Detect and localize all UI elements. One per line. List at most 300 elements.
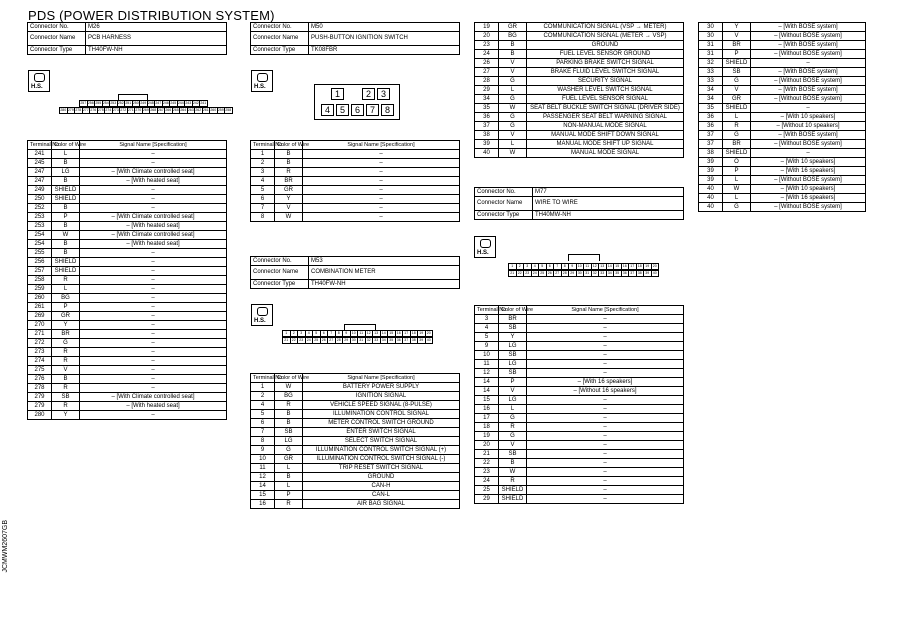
cell-wire-color: B [499,50,527,59]
cell-terminal: 39 [699,158,723,167]
cell-signal: – [303,213,460,222]
cell-signal: – [80,348,227,357]
cell-wire-color: LG [499,396,527,405]
header-terminal-no: Terminal No. [28,141,52,150]
table-row [28,348,227,357]
cell-wire-color: L [723,194,751,203]
cell-wire-color: BR [723,140,751,149]
cell-signal: COMMUNICATION SIGNAL (VSP → METER) [527,23,684,32]
table-row [28,213,227,222]
cell-signal: – [527,459,684,468]
cell-signal: – [80,366,227,375]
table-row [251,455,460,464]
connector-pin: 263 [187,108,194,112]
table-row [251,168,460,177]
cell-terminal: 19 [475,23,499,32]
cell-wire-color: V [723,32,751,41]
cell-wire-color: W [275,213,303,222]
cell-wire-color: P [275,491,303,500]
cell-wire-color: SHIELD [723,104,751,113]
cell-wire-color: L [499,140,527,149]
cell-wire-color: G [723,203,751,212]
connector-pin: 256 [87,101,94,105]
cell-signal: – [527,468,684,477]
m26-name: PCB HARNESS [86,32,227,46]
connector-pin: 10 [576,263,585,270]
cell-terminal: 276 [28,375,52,384]
connector-pin: 9 [568,263,577,270]
cell-terminal: 15 [251,491,275,500]
cell-terminal: 272 [28,339,52,348]
m53-type: TH40FW-NH [309,280,460,289]
cell-terminal: 256 [28,258,52,267]
m26-info-table [27,22,227,55]
connector-pin: 27 [553,270,562,277]
cell-terminal: 275 [28,366,52,375]
connector-pin: 251 [125,101,132,105]
connector-pin: 22 [290,337,299,344]
cell-terminal: 33 [699,77,723,86]
table-row [699,131,866,140]
header-signal-name: Signal Name [Specification] [303,374,460,383]
m77-type: TH40MW-NH [533,211,684,220]
cell-terminal: 21 [475,450,499,459]
table-row [475,41,684,50]
cell-terminal: 255 [28,249,52,258]
cell-terminal: 26 [475,59,499,68]
cell-terminal: 245 [28,159,52,168]
cell-terminal: 39 [699,176,723,185]
table-row [28,267,227,276]
header-signal-name: Signal Name [Specification] [80,141,227,150]
connector-pin: 30 [350,337,359,344]
connector-pin: 257 [80,101,87,105]
cell-terminal: 14 [475,387,499,396]
connector-pin: 241 [200,101,207,105]
connector-pin: 247 [155,101,162,105]
hs-label: H.S. [254,318,266,324]
header-color-of-wire: Color of Wire [499,306,527,315]
table-row [699,203,866,212]
cell-signal: – [80,357,227,366]
cell-wire-color: G [499,122,527,131]
connector-pin: 3 [523,263,532,270]
m50-connector-face [314,84,400,120]
table-row [475,342,684,351]
connector-pin: 11 [583,263,592,270]
connector-pin: 31 [583,270,592,277]
connector-pin: 15 [613,263,622,270]
cell-terminal: 40 [699,203,723,212]
table-row [28,321,227,330]
cell-terminal: 271 [28,330,52,339]
cell-terminal: 8 [251,213,275,222]
table-row [251,428,460,437]
connector-pin: 1 [282,330,291,337]
cell-terminal: 32 [699,59,723,68]
cell-terminal: 37 [475,122,499,131]
cell-wire-color: BG [52,294,80,303]
table-row [28,231,227,240]
connector-pin: 18 [636,263,645,270]
table-row [699,158,866,167]
connector-pin: 33 [372,337,381,344]
connector-pin: 259 [217,108,224,112]
connector-pin: 4 [531,263,540,270]
m50-info-table [250,22,460,55]
cell-signal: CAN-H [303,482,460,491]
connector-pin: 280 [60,108,67,112]
cell-signal: TRIP RESET SWITCH SIGNAL [303,464,460,473]
table-row [699,149,866,158]
connector-pin: 33 [598,270,607,277]
cell-signal: – [Without 10 speakers] [751,122,866,131]
cell-terminal: 250 [28,195,52,204]
cell-signal: – [With BOSE system] [751,41,866,50]
cell-signal: – [527,441,684,450]
cell-terminal: 253 [28,222,52,231]
connector-pin: 32 [365,337,374,344]
table-row [475,360,684,369]
cell-signal: – [80,258,227,267]
cell-signal: MANUAL MODE SHIFT UP SIGNAL [527,140,684,149]
cell-terminal: 6 [251,195,275,204]
table-row [251,392,460,401]
connector-pin: 12 [365,330,374,337]
cell-terminal: 258 [28,276,52,285]
cell-terminal: 4 [475,324,499,333]
connector-pin: 9 [342,330,351,337]
cell-wire-color: P [52,213,80,222]
cell-terminal: 23 [475,41,499,50]
connector-pin: 276 [90,108,97,112]
connector-pin: 21 [282,337,291,344]
table-row [251,401,460,410]
cell-terminal: 18 [475,423,499,432]
m77-connector-face [509,263,659,277]
table-row [28,411,227,420]
m77-no: M77 [533,188,684,197]
cell-signal: – [527,450,684,459]
cell-wire-color: GR [499,23,527,32]
table-row [699,59,866,68]
connector-pin: 243 [185,101,192,105]
cell-terminal: 8 [251,437,275,446]
table-row [28,177,227,186]
cell-signal: – [303,195,460,204]
connector-pin: 6 [320,330,329,337]
cell-wire-color: LG [499,342,527,351]
table-row [251,473,460,482]
m53-signal-table-continued [474,22,684,158]
cell-wire-color: G [499,432,527,441]
cell-signal: – [With 10 speakers] [751,113,866,122]
cell-wire-color: G [723,131,751,140]
table-row [699,113,866,122]
cell-signal: IGNITION SIGNAL [303,392,460,401]
cell-signal: METER CONTROL SWITCH GROUND [303,419,460,428]
m53-signal-table [250,373,460,509]
table-row [475,369,684,378]
cell-signal: – [Without BOSE system] [751,32,866,41]
m77-info-table [474,187,684,220]
connector-pin: 19 [417,330,426,337]
cell-signal: – [80,267,227,276]
hs-icon [251,304,273,326]
cell-wire-color: W [499,149,527,158]
m50-type: TK08FBR [309,46,460,55]
cell-signal: – [527,477,684,486]
cell-terminal: 19 [475,432,499,441]
cell-terminal: 23 [475,468,499,477]
connector-pin: 250 [132,101,139,105]
cell-terminal: 40 [699,185,723,194]
cell-signal: – [303,168,460,177]
m26-no: M26 [86,23,227,32]
header-terminal-no: Terminal No. [475,306,499,315]
m77-signal-table-continued [698,22,866,212]
connector-pin: 12 [591,263,600,270]
cell-wire-color: R [499,423,527,432]
cell-terminal: 35 [699,104,723,113]
connector-pin: 274 [105,108,112,112]
cell-signal: GROUND [527,41,684,50]
table-row [475,32,684,41]
cell-terminal: 31 [699,50,723,59]
cell-signal: SECURITY SIGNAL [527,77,684,86]
table-row [251,383,460,392]
cell-terminal: 14 [251,482,275,491]
cell-wire-color: LG [275,437,303,446]
cell-terminal: 5 [475,333,499,342]
cell-terminal: 253 [28,213,52,222]
connector-pin: 27 [327,337,336,344]
label-connector-no: Connector No. [251,23,309,32]
m53-name: COMBINATION METER [309,266,460,280]
cell-terminal: 257 [28,267,52,276]
connector-pin: 269 [142,108,149,112]
cell-terminal: 34 [475,95,499,104]
cell-terminal: 4 [251,401,275,410]
cell-terminal: 24 [475,477,499,486]
cell-terminal: 274 [28,357,52,366]
connector-pin: 5 [312,330,321,337]
cell-signal: ILLUMINATION CONTROL SWITCH SIGNAL (+) [303,446,460,455]
cell-signal: – [With Climate controlled seat] [80,231,227,240]
cell-signal: – [80,384,227,393]
table-row [699,185,866,194]
cell-wire-color: B [275,473,303,482]
cell-signal: – [With heated seat] [80,222,227,231]
cell-signal: – [With BOSE system] [751,23,866,32]
cell-signal: – [80,303,227,312]
cell-signal: MANUAL MODE SHIFT DOWN SIGNAL [527,131,684,140]
cell-wire-color: V [499,59,527,68]
table-row [475,86,684,95]
cell-wire-color: B [52,159,80,168]
table-row [28,240,227,249]
cell-signal: – [80,195,227,204]
table-row [475,459,684,468]
connector-pin: 24 [305,337,314,344]
cell-terminal: 40 [475,149,499,158]
cell-signal: – [80,186,227,195]
table-row [699,104,866,113]
cell-wire-color: B [275,150,303,159]
table-row [475,351,684,360]
cell-terminal: 29 [475,495,499,504]
hs-icon [474,236,496,258]
connector-pin: 31 [357,337,366,344]
cell-signal: – [80,150,227,159]
cell-signal: – [751,59,866,68]
cell-signal: – [With Climate controlled seat] [80,393,227,402]
cell-terminal: 9 [475,342,499,351]
cell-wire-color: B [52,375,80,384]
cell-terminal: 36 [475,113,499,122]
connector-pin: 26 [546,270,555,277]
connector-pin: 8 [335,330,344,337]
cell-signal: – [80,330,227,339]
cell-wire-color: SHIELD [52,186,80,195]
table-row [699,68,866,77]
connector-pin: 17 [628,263,637,270]
cell-signal: – [With 16 speakers] [751,167,866,176]
cell-wire-color: Y [499,333,527,342]
connector-pin: 261 [202,108,209,112]
cell-terminal: 254 [28,231,52,240]
cell-signal: PARKING BRAKE SWITCH SIGNAL [527,59,684,68]
cell-wire-color: SB [275,428,303,437]
cell-terminal: 10 [475,351,499,360]
cell-terminal: 279 [28,393,52,402]
cell-signal: – [Without BOSE system] [751,95,866,104]
cell-terminal: 25 [475,486,499,495]
cell-wire-color: V [723,86,751,95]
connector-pin: 16 [621,263,630,270]
table-row [28,195,227,204]
cell-signal: – [303,159,460,168]
cell-terminal: 11 [475,360,499,369]
cell-terminal: 22 [475,459,499,468]
header-terminal-no: Terminal No. [251,374,275,383]
connector-pin: 23 [297,337,306,344]
cell-terminal: 254 [28,240,52,249]
cell-wire-color: SB [723,68,751,77]
figure-code: JCMWM2607GB [2,520,9,573]
m77-connector-hood [568,254,600,261]
cell-signal: – [80,411,227,420]
cell-wire-color: SHIELD [52,267,80,276]
cell-wire-color: R [499,477,527,486]
connector-pin: 6 [351,104,364,116]
table-row [475,122,684,131]
cell-wire-color: V [499,441,527,450]
connector-pin: 1 [331,88,344,100]
table-row [251,213,460,222]
connector-pin: 18 [410,330,419,337]
cell-signal: – [80,375,227,384]
table-row [699,167,866,176]
connector-pin: 35 [387,337,396,344]
m50-name: PUSH-BUTTON IGNITION SWITCH [309,32,460,46]
cell-terminal: 2 [251,392,275,401]
cell-terminal: 241 [28,150,52,159]
connector-pin: 277 [82,108,89,112]
connector-pin: 32 [591,270,600,277]
cell-wire-color: W [52,231,80,240]
cell-terminal: 40 [699,194,723,203]
cell-terminal: 34 [699,95,723,104]
label-connector-type: Connector Type [251,46,309,55]
cell-wire-color: R [52,348,80,357]
connector-pin: 242 [192,101,199,105]
m50-no: M50 [309,23,460,32]
connector-pin: 20 [425,330,434,337]
cell-terminal: 27 [475,68,499,77]
cell-wire-color: L [723,176,751,185]
m77-signal-table [474,305,684,504]
table-row [475,378,684,387]
connector-pin: 244 [177,101,184,105]
connector-pin: 278 [75,108,82,112]
table-row [251,446,460,455]
cell-terminal: 259 [28,285,52,294]
connector-pin: 245 [170,101,177,105]
cell-wire-color: Y [275,195,303,204]
connector-pin: 267 [157,108,164,112]
cell-terminal: 35 [475,104,499,113]
connector-pin: 2 [290,330,299,337]
cell-wire-color: B [499,41,527,50]
table-row [475,423,684,432]
cell-terminal: 278 [28,384,52,393]
table-row [28,402,227,411]
label-connector-name: Connector Name [28,32,86,46]
cell-wire-color: R [52,402,80,411]
m53-info-table [250,256,460,289]
table-row [475,315,684,324]
cell-terminal: 273 [28,348,52,357]
connector-pin: 258 [225,108,232,112]
cell-signal: – [Without BOSE system] [751,140,866,149]
cell-wire-color: R [52,357,80,366]
cell-wire-color: P [52,303,80,312]
cell-terminal: 38 [699,149,723,158]
table-row [28,357,227,366]
header-color-of-wire: Color of Wire [275,374,303,383]
connector-pin: 14 [606,263,615,270]
table-row [699,23,866,32]
cell-terminal: 269 [28,312,52,321]
cell-terminal: 7 [251,428,275,437]
cell-terminal: 5 [251,186,275,195]
table-row [475,405,684,414]
cell-wire-color: R [52,276,80,285]
connector-pin: 266 [165,108,172,112]
cell-wire-color: R [52,384,80,393]
label-connector-name: Connector Name [251,266,309,280]
cell-terminal: 4 [251,177,275,186]
cell-signal: – [80,276,227,285]
table-row [28,276,227,285]
connector-pin: 264 [180,108,187,112]
connector-pin: 4 [305,330,314,337]
cell-wire-color: BR [499,315,527,324]
cell-wire-color: B [52,240,80,249]
cell-signal: – [80,249,227,258]
table-row [699,95,866,104]
